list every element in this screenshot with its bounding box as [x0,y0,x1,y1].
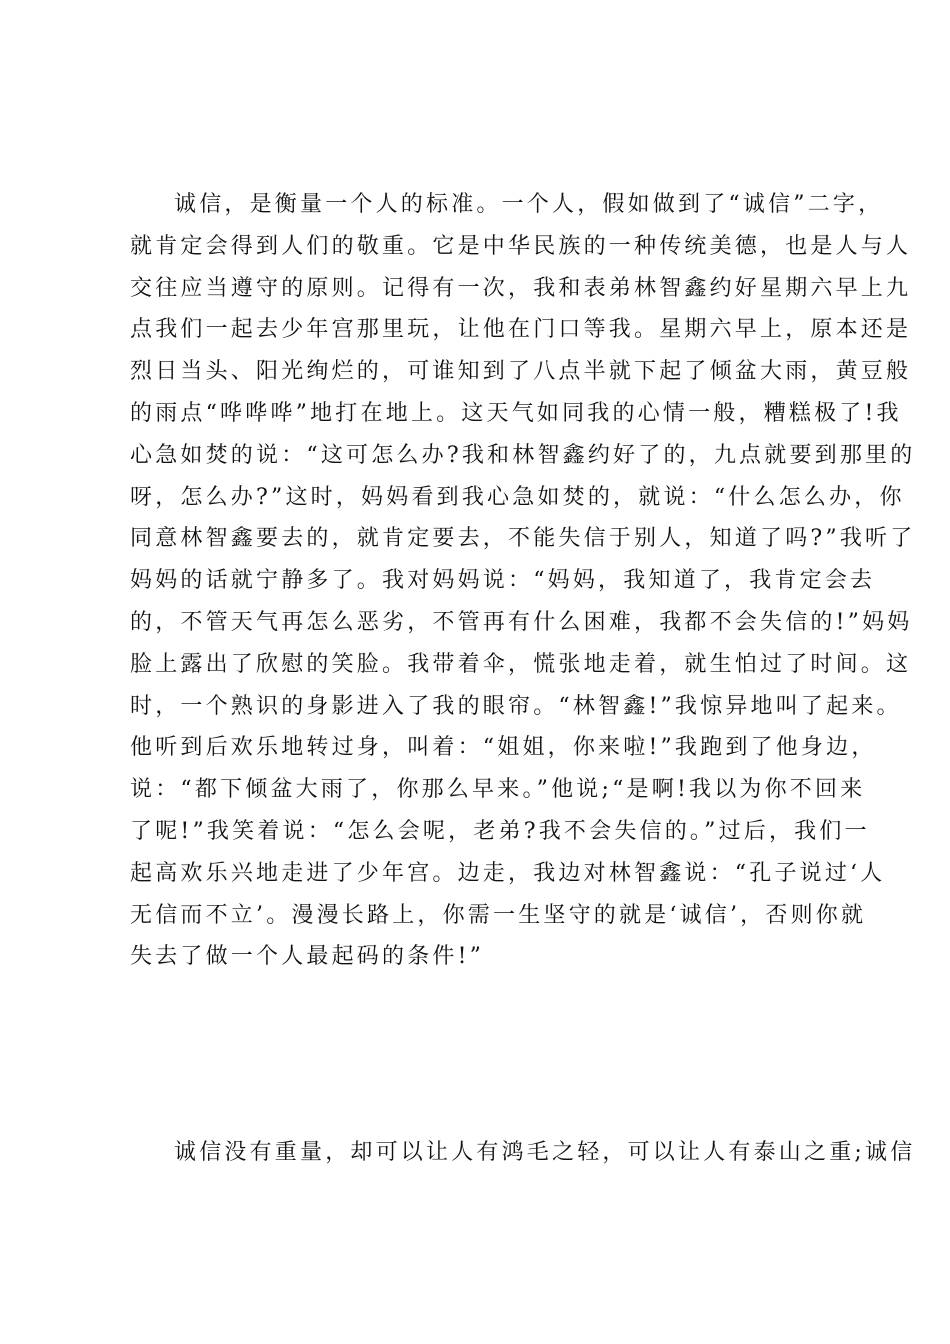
text-line: 了呢!”我笑着说：“怎么会呢，老弟?我不会失信的。”过后，我们一 [130,818,870,844]
text-line: 妈妈的话就宁静多了。我对妈妈说：“妈妈，我知道了，我肯定会去 [130,568,876,594]
text-line: 就肯定会得到人们的敬重。它是中华民族的一种传统美德，也是人与人 [130,233,912,259]
text-line: 诚信没有重量，却可以让人有鸿毛之轻，可以让人有泰山之重;诚信 [174,1140,916,1165]
text-line: 诚信，是衡量一个人的标准。一个人，假如做到了“诚信”二字， [174,192,884,217]
text-line: 的，不管天气再怎么恶劣，不管再有什么困难，我都不会失信的!”妈妈 [130,609,913,635]
text-line: 时，一个熟识的身影进入了我的眼帘。“林智鑫!”我惊异地叫了起来。 [130,693,902,719]
text-line: 脸上露出了欣慰的笑脸。我带着伞，慌张地走着，就生怕过了时间。这 [130,651,912,677]
text-line: 交往应当遵守的原则。记得有一次，我和表弟林智鑫约好星期六早上九 [130,275,912,301]
text-line: 点我们一起去少年宫那里玩，让他在门口等我。星期六早上，原本还是 [130,317,912,343]
text-line: 的雨点“哗哗哗”地打在地上。这天气如同我的心情一般，糟糕极了!我 [130,400,902,426]
text-line: 同意林智鑫要去的，就肯定要去，不能失信于别人，知道了吗?”我听了 [130,526,916,552]
text-line: 失去了做一个人最起码的条件!” [130,944,485,970]
text-line: 起高欢乐兴地走进了少年宫。边走，我边对林智鑫说：“孔子说过‘人 [130,860,886,886]
text-line: 烈日当头、阳光绚烂的，可谁知到了八点半就下起了倾盆大雨，黄豆般 [130,359,912,385]
text-line: 他听到后欢乐地转过身，叫着：“姐姐，你来啦!”我跑到了他身边， [130,735,877,761]
text-line: 无信而不立’。漫漫长路上，你需一生坚守的就是‘诚信’，否则你就 [130,902,867,928]
paragraph-2 [130,1132,916,1174]
text-line: 心急如焚的说：“这可怎么办?我和林智鑫约好了的，九点就要到那里的 [130,442,916,468]
text-line: 呀，怎么办?”这时，妈妈看到我心急如焚的，就说：“什么怎么办，你 [130,484,905,510]
text-line: 说：“都下倾盆大雨了，你那么早来。”他说;“是啊!我以为你不回来 [130,777,866,803]
paragraph-1 [130,184,916,978]
